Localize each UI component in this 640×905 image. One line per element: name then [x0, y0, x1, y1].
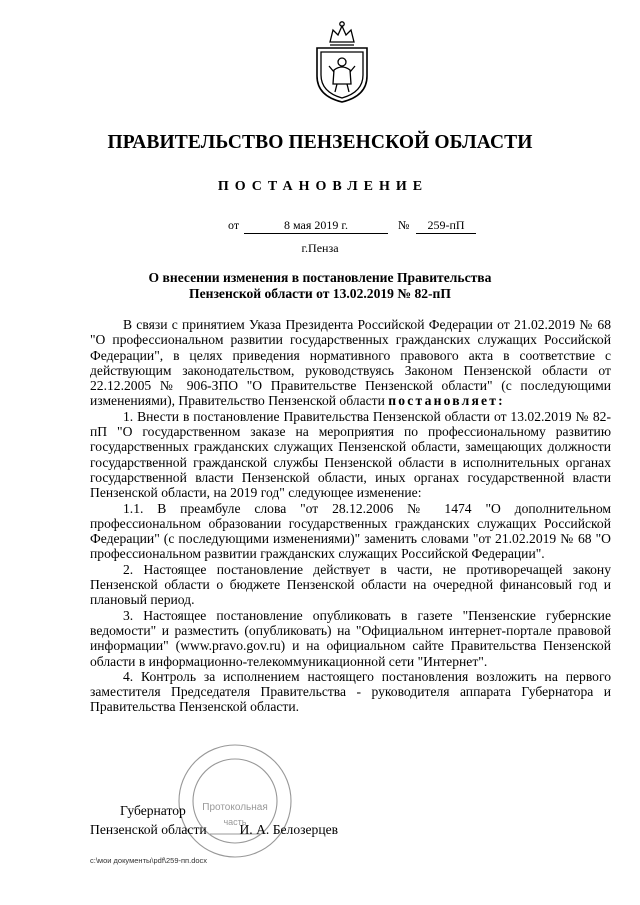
signatory-line [90, 820, 490, 839]
file-path: c:\мои документы\pdf\259-пп.docx [90, 856, 208, 865]
preamble-paragraph [90, 317, 611, 409]
stamp-line-2: часть [223, 817, 247, 827]
coat-of-arms-emblem [311, 18, 373, 104]
paragraph-3: 3. Настоящее постановление опубликовать в газете "Пензенские губернские ведомости" и разместить (опубликовать) на "Официальном интернет-портале правовой информации" (www.pravo.gov.ru) и на официальном сайте Правительства Пензенской области в информационно-телекоммуникационной сети "Интернет". [90, 607, 611, 669]
document-number: 259-пП [416, 218, 476, 234]
signature-block [90, 801, 490, 839]
signatory-region: Пензенской области [90, 822, 207, 837]
document-body [90, 317, 611, 715]
document-type: ПОСТАНОВЛЕНИЕ [217, 179, 429, 194]
preamble-text: В связи с принятием Указа Президента Российской Федерации от 21.02.2019 № 68 "О профессиональном развитии государственных гражданских служащих Российской Федерации", в целях приведения нормативного правового акта в соответствие с действующим законодательством, руководствуясь Законом Пензенской области от 22.12.2005 № 906-ЗПО "О Правительстве Пензенской области" (с последующими изменениями), Правительство Пензенской области [90, 317, 611, 409]
number-label: № [398, 218, 410, 232]
subject-line-1: О внесении изменения в постановление Правительства [148, 270, 492, 285]
paragraph-4: 4. Контроль за исполнением настоящего постановления возложить на первого заместителя Председателя Правительства - руководителя аппарата Губернатора и Правительства Пензенской области. [90, 668, 611, 715]
paragraph-1: 1. Внести в постановление Правительства Пензенской области от 13.02.2019 № 82-пП "О государственном заказе на мероприятия по профессиональному развитию государственных гражданских служащих Пензенской области, замещающих должности государственной гражданской службы Пензенской области в исполнительных органах государственной власти Пензенской области, иных органах государственной власти Пензенской области, на 2019 год" следующее изменение: [90, 408, 611, 501]
paragraph-2: 2. Настоящее постановление действует в части, не противоречащей закону Пензенской области о бюджете Пензенской области на очередной финансовый год и плановый период. [90, 561, 611, 608]
subject-line-2: Пензенской области от 13.02.2019 № 82-пП [189, 286, 451, 301]
signatory-name: И. А. Белозерцев [239, 822, 339, 837]
paragraph-1-1: 1.1. В преамбуле слова "от 28.12.2006 № 1474 "О дополнительном профессиональном образовании государственных гражданских служащих Российской Федерации" (с последующими изменениями)" заменить словами "от 21.02.2019 № 68 "О профессиональном развитии гражданских служащих Российской Федерации". [90, 500, 611, 562]
city: г.Пенза [301, 241, 339, 255]
decree-word: постановляет: [388, 393, 505, 409]
stamp-line-1: Протокольная [202, 802, 268, 813]
document-subject [0, 270, 640, 302]
date-label: от [228, 218, 240, 232]
government-title: ПРАВИТЕЛЬСТВО ПЕНЗЕНСКОЙ ОБЛАСТИ [107, 132, 533, 153]
document-date: 8 мая 2019 г. [244, 218, 388, 234]
signatory-title: Губернатор [120, 803, 186, 818]
